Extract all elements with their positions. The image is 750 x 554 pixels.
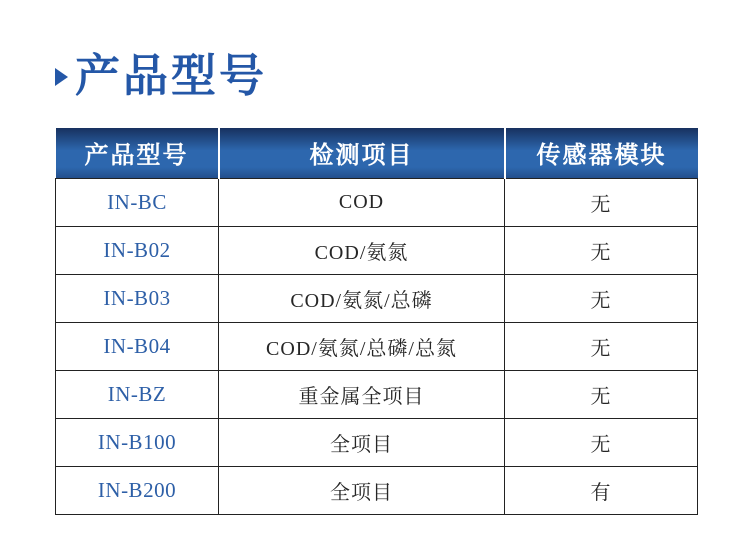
table-row [56,418,698,466]
model-cell: IN-BC [56,178,219,226]
table-row [56,370,698,418]
model-cell: IN-B200 [56,466,219,514]
product-model-table [55,128,698,515]
column-header-detection-items: 检测项目 [219,128,505,178]
detection-items-cell: COD/氨氮/总磷 [219,274,505,322]
page-title-row [55,46,267,106]
detection-items-cell: 重金属全项目 [219,370,505,418]
table-row [56,322,698,370]
sensor-module-cell: 无 [505,274,698,322]
model-cell: IN-B100 [56,418,219,466]
detection-items-cell: COD/氨氮 [219,226,505,274]
column-header-sensor-module: 传感器模块 [505,128,698,178]
detection-items-cell: COD/氨氮/总磷/总氮 [219,322,505,370]
sensor-module-cell: 无 [505,418,698,466]
model-cell: IN-B02 [56,226,219,274]
sensor-module-cell: 无 [505,226,698,274]
column-header-model: 产品型号 [56,128,219,178]
detection-items-cell: COD [219,178,505,226]
detection-items-cell: 全项目 [219,418,505,466]
table-row [56,274,698,322]
table-header-row [56,128,698,178]
sensor-module-cell: 无 [505,178,698,226]
page-title: 产品型号 [75,50,268,101]
model-cell: IN-B04 [56,322,219,370]
title-arrow-icon [55,68,68,86]
sensor-module-cell: 有 [505,466,698,514]
table-row [56,466,698,514]
sensor-module-cell: 无 [505,370,698,418]
table-row [56,226,698,274]
table-row [56,178,698,226]
sensor-module-cell: 无 [505,322,698,370]
model-cell: IN-B03 [56,274,219,322]
model-cell: IN-BZ [56,370,219,418]
detection-items-cell: 全项目 [219,466,505,514]
